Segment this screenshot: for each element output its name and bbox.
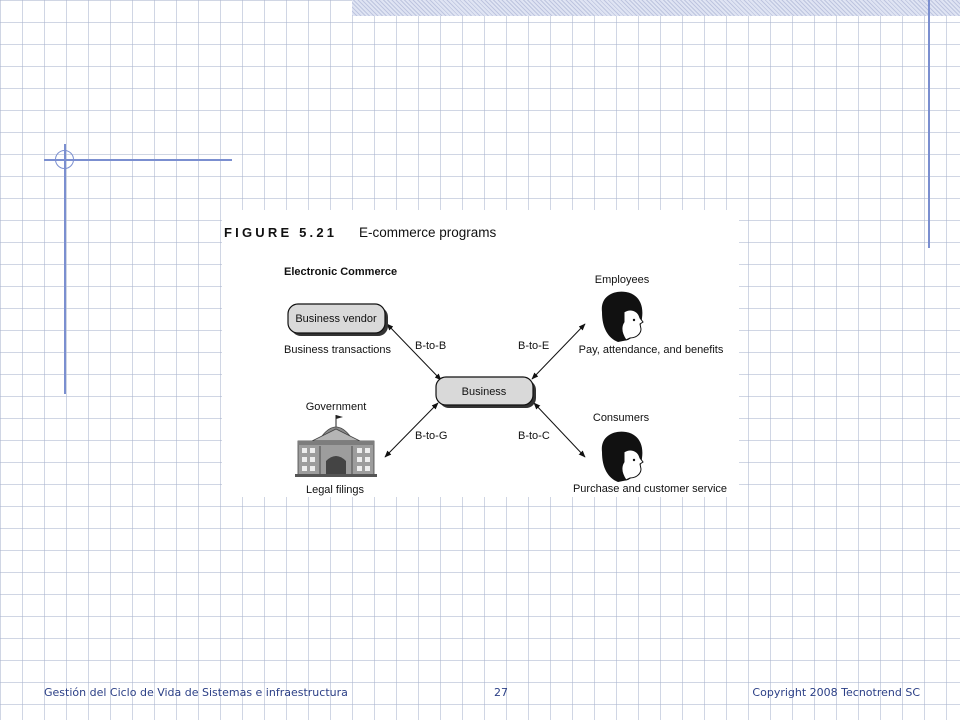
person-head-icon xyxy=(602,292,643,342)
footer-course-title: Gestión del Ciclo de Vida de Sistemas e infraestructura xyxy=(44,686,348,699)
figure-number: FIGURE 5.21 xyxy=(224,225,338,240)
business-vendor-node xyxy=(288,304,388,336)
ecommerce-diagram xyxy=(222,210,739,497)
employees-caption: Pay, attendance, and benefits xyxy=(578,344,724,356)
edge-label-b-to-b: B-to-B xyxy=(415,340,447,352)
edge-label-b-to-g: B-to-G xyxy=(415,430,448,442)
edge-b-to-b xyxy=(387,324,441,380)
government-label: Government xyxy=(305,401,367,413)
business-label: Business xyxy=(461,386,507,398)
edge-label-b-to-c: B-to-C xyxy=(518,430,550,442)
figure-panel xyxy=(222,210,739,497)
footer-copyright: Copyright 2008 Tecnotrend SC xyxy=(752,686,920,699)
consumers-label: Consumers xyxy=(592,412,650,424)
decorative-vertical-line-left xyxy=(64,144,66,394)
business-vendor-caption: Business transactions xyxy=(284,344,391,356)
footer-page-number: 27 xyxy=(494,686,508,699)
government-caption: Legal filings xyxy=(305,484,365,496)
diagram-title: Electronic Commerce xyxy=(284,266,398,278)
consumers-caption: Purchase and customer service xyxy=(572,483,728,495)
decorative-vertical-line-right xyxy=(928,0,930,248)
building-icon xyxy=(295,415,377,477)
person-head-icon xyxy=(602,432,643,482)
edge-label-b-to-e: B-to-E xyxy=(518,340,550,352)
figure-caption: E-commerce programs xyxy=(359,225,497,240)
business-node xyxy=(436,377,536,408)
business-vendor-label: Business vendor xyxy=(295,313,377,325)
header-band xyxy=(352,0,960,16)
decorative-circle xyxy=(55,150,74,169)
employees-label: Employees xyxy=(594,274,650,286)
